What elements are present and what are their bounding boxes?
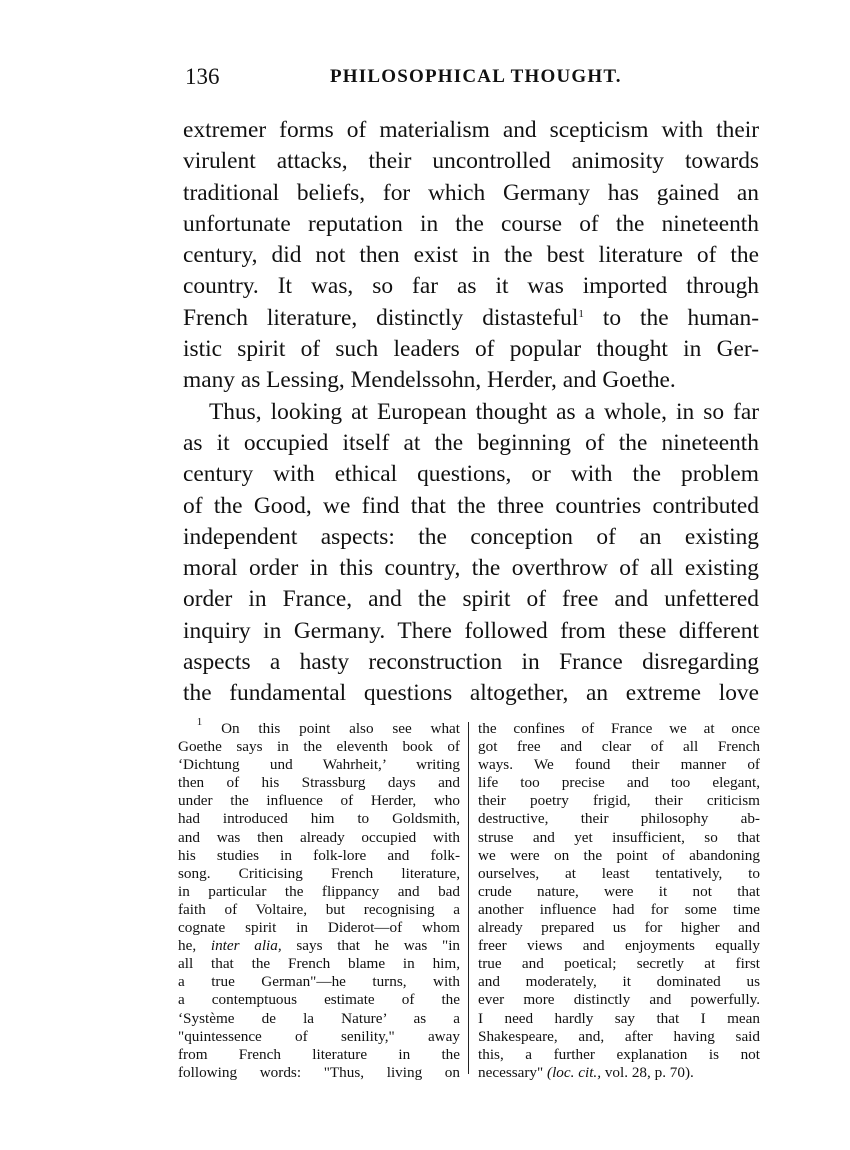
text-segment: On this point also see what bbox=[221, 720, 461, 737]
footnote-line: his studies in folk-lore and folk- bbox=[178, 846, 460, 864]
footnote-line: then of his Strassburg days and bbox=[178, 774, 460, 792]
running-title: PHILOSOPHICAL THOUGHT. bbox=[330, 66, 622, 87]
footnote-right-column bbox=[478, 720, 760, 1082]
text-line: inquiry in Germany. There followed from these different bbox=[183, 617, 759, 644]
text-segment: French literature, distinctly distasteful bbox=[183, 304, 579, 331]
footnote-line: in particular the flippancy and bad bbox=[178, 882, 460, 900]
footnote-line: ‘Dichtung und Wahrheit,’ writing bbox=[178, 756, 460, 774]
footnote-line: and moderately, it dominated us bbox=[478, 973, 760, 991]
text-segment: vol. 28, p. 70). bbox=[604, 1063, 694, 1081]
footnote-line: I need hardly say that I mean bbox=[478, 1009, 760, 1027]
footnote-line: ourselves, at least tentatively, to bbox=[478, 864, 760, 882]
text-line: country. It was, so far as it was imported through bbox=[183, 273, 759, 300]
text-line: of the Good, we find that the three countries contributed bbox=[183, 492, 759, 519]
text-line: many as Lessing, Mendelssohn, Herder, and Goethe. bbox=[183, 367, 676, 394]
text-line: traditional beliefs, for which Germany has gained an bbox=[183, 179, 759, 206]
footnote-line: faith of Voltaire, but recognising a bbox=[178, 900, 460, 918]
footnote-marker: 1 bbox=[196, 716, 203, 728]
footnote-line: "quintessence of senility," away bbox=[178, 1027, 460, 1045]
footnote-line: following words: "Thus, living on bbox=[178, 1063, 460, 1081]
text-line: the fundamental questions altogether, an extreme love bbox=[183, 680, 759, 707]
footnote-line: got free and clear of all French bbox=[478, 738, 760, 756]
footnote-reference[interactable]: 1 bbox=[578, 307, 584, 320]
footnote-line: true and poetical; secretly at first bbox=[478, 955, 760, 973]
footnote-line: ways. We found their manner of bbox=[478, 756, 760, 774]
italic-citation: (loc. cit., bbox=[547, 1063, 602, 1081]
page-header bbox=[185, 64, 757, 96]
text-line bbox=[183, 303, 759, 334]
footnotes bbox=[178, 716, 760, 1081]
text-segment: necessary" bbox=[478, 1063, 544, 1081]
text-segment: to the human- bbox=[602, 304, 759, 331]
text-line: century, did not then exist in the best literature of the bbox=[183, 242, 759, 269]
text-line: extremer forms of materialism and scepticism with their bbox=[183, 117, 759, 143]
footnote-line: Shakespeare, and, after having said bbox=[478, 1027, 760, 1045]
italic-phrase: inter alia, bbox=[210, 937, 282, 955]
footnote-line: destructive, their philosophy ab- bbox=[478, 810, 760, 828]
footnote-line: all that the French blame in him, bbox=[178, 955, 460, 973]
text-line: virulent attacks, their uncontrolled animosity towards bbox=[183, 148, 759, 175]
text-line: Thus, looking at European thought as a whole, in so far bbox=[209, 398, 759, 425]
footnote-line: under the influence of Herder, who bbox=[178, 792, 460, 810]
footnote-line: their poetry frigid, their criticism bbox=[478, 792, 760, 810]
footnote-line: Goethe says in the eleventh book of bbox=[178, 738, 460, 756]
footnote-line: cognate spirit in Diderot—of whom bbox=[178, 919, 460, 937]
footnote-line: already prepared us for higher and bbox=[478, 919, 760, 937]
text-line: aspects a hasty reconstruction in France disregarding bbox=[183, 649, 759, 676]
footnote-line bbox=[178, 937, 460, 955]
footnote-line: from French literature in the bbox=[178, 1045, 460, 1063]
footnote-line: we were on the point of abandoning bbox=[478, 846, 760, 864]
text-line: independent aspects: the conception of an existing bbox=[183, 523, 759, 550]
footnote-line: freer views and enjoyments equally bbox=[478, 937, 760, 955]
page-number: 136 bbox=[185, 64, 220, 89]
footnote-left-column bbox=[178, 716, 461, 1082]
text-line: order in France, and the spirit of free and unfettered bbox=[183, 586, 759, 613]
text-line: istic spirit of such leaders of popular thought in Ger- bbox=[183, 336, 759, 363]
footnote-line: another influence had for some time bbox=[478, 900, 760, 918]
footnote-line: ever more distinctly and powerfully. bbox=[478, 991, 760, 1009]
footnote-line: crude nature, were it not that bbox=[478, 882, 760, 900]
text-line: as it occupied itself at the beginning of the nineteenth bbox=[183, 429, 759, 456]
footnote-line: and was then already occupied with bbox=[178, 828, 460, 846]
footnote-line: a contemptuous estimate of the bbox=[178, 991, 460, 1009]
footnote-line: had introduced him to Goldsmith, bbox=[178, 810, 460, 828]
text-segment: says that he was "in bbox=[296, 937, 461, 955]
footnote-line: the confines of France we at once bbox=[478, 720, 760, 737]
footnote-line: ‘Système de la Nature’ as a bbox=[178, 1009, 460, 1027]
text-line: moral order in this country, the overthrow of all existing bbox=[183, 555, 759, 582]
footnote-line: a true German"—he turns, with bbox=[178, 973, 460, 991]
text-line: unfortunate reputation in the course of the nineteenth bbox=[183, 210, 759, 237]
footnote-line: this, a further explanation is not bbox=[478, 1045, 760, 1063]
footnote-line bbox=[478, 1064, 760, 1082]
column-divider bbox=[468, 722, 469, 1074]
text-segment: he, bbox=[178, 937, 197, 955]
text-line: century with ethical questions, or with the problem bbox=[183, 461, 759, 488]
footnote-line bbox=[178, 716, 461, 738]
footnote-line: life too precise and too elegant, bbox=[478, 774, 760, 792]
footnote-line: song. Criticising French literature, bbox=[178, 864, 460, 882]
main-text bbox=[183, 115, 759, 710]
footnote-line: struse and yet insufficient, so that bbox=[478, 828, 760, 846]
